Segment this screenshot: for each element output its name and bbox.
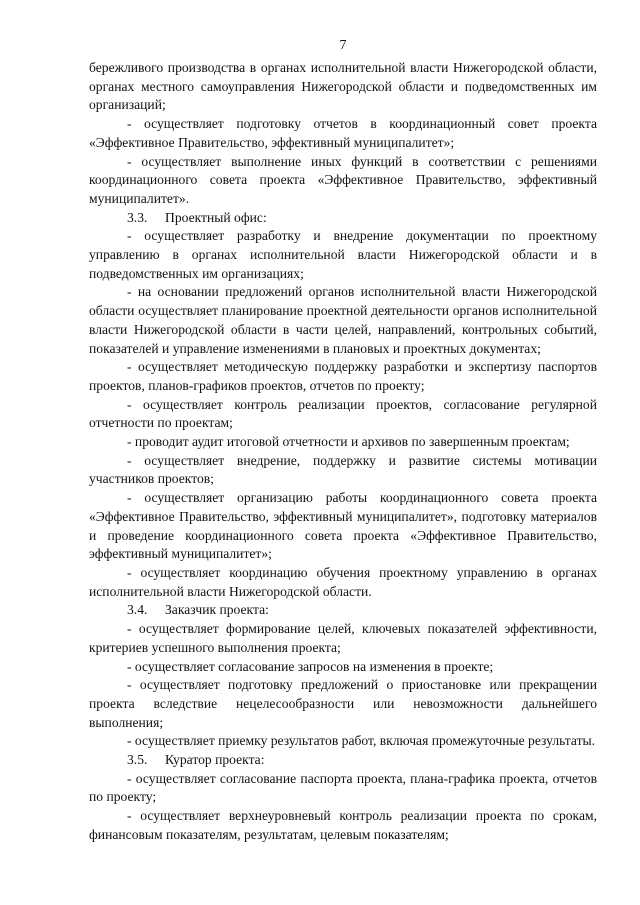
paragraph: - осуществляет подготовку отчетов в координационный совет проекта «Эффективное Правительство, эффективный муниципалитет»; (89, 116, 597, 150)
paragraph: - осуществляет формирование целей, ключевых показателей эффективности, критериев успешного выполнения проекта; (89, 621, 597, 655)
section-title: Заказчик проекта: (165, 602, 269, 618)
page-number: 7 (339, 38, 347, 53)
paragraph: - осуществляет координацию обучения проектному управлению в органах исполнительной власти Нижегородской области. (89, 564, 597, 599)
paragraph: - проводит аудит итоговой отчетности и архивов по завершенным проектам; (127, 434, 570, 450)
document-page (89, 35, 597, 845)
paragraph: - осуществляет организацию работы координационного совета проекта «Эффективное Правительство, эффективный муниципалитет», подготовку материалов и проведение координационного совета проекта «Эффективное Правительство, эффективный муниципалитет»; (89, 490, 597, 562)
section-heading-3-3 (89, 209, 597, 228)
paragraph-continuation: бережливого производства в органах исполнительной власти Нижегородской области, органах местного самоуправления Нижегородской области и подведомственных им организаций; (89, 60, 597, 113)
section-number: 3.4. (127, 602, 148, 618)
paragraph: - осуществляет согласование запросов на изменения в проекте; (127, 658, 494, 674)
section-title: Проектный офис: (165, 209, 267, 225)
paragraph: - осуществляет приемку результатов работ, включая промежуточные результаты. (127, 733, 596, 749)
paragraph: - осуществляет внедрение, поддержку и развитие системы мотивации участников проектов; (89, 452, 597, 487)
section-heading-3-5 (89, 751, 597, 770)
section-heading-3-4 (89, 601, 597, 620)
paragraph: - осуществляет выполнение иных функций в соответствии с решениями координационного совета проекта «Эффективное Правительство, эффективный муниципалитет». (89, 153, 597, 206)
paragraph: - осуществляет контроль реализации проектов, согласование регулярной отчетности по проектам; (89, 396, 597, 431)
paragraph: - осуществляет подготовку предложений о приостановке или прекращении проекта вследствие нецелесообразности или невозможности дальнейшего выполнения; (89, 677, 597, 730)
section-title: Куратор проекта: (165, 752, 265, 768)
section-number: 3.5. (127, 752, 148, 768)
paragraph: - осуществляет методическую поддержку разработки и экспертизу паспортов проектов, планов-графиков проектов, отчетов по проекту; (89, 359, 597, 393)
paragraph: - осуществляет верхнеуровневый контроль реализации проекта по срокам, финансовым показателям, результатам, целевым показателям; (89, 808, 597, 842)
section-number: 3.3. (127, 209, 148, 225)
paragraph: - на основании предложений органов исполнительной власти Нижегородской области осуществляет планирование проектной деятельности органов исполнительной власти Нижегородской области в части целей, направлений, контрольных событий, показателей и управление изменениями в плановых и проектных документах; (89, 284, 597, 356)
paragraph: - осуществляет согласование паспорта проекта, плана-графика проекта, отчетов по проекту; (89, 770, 597, 805)
paragraph: - осуществляет разработку и внедрение документации по проектному управлению в органах исполнительной власти Нижегородской области и в подведомственных им организациях; (89, 228, 597, 281)
